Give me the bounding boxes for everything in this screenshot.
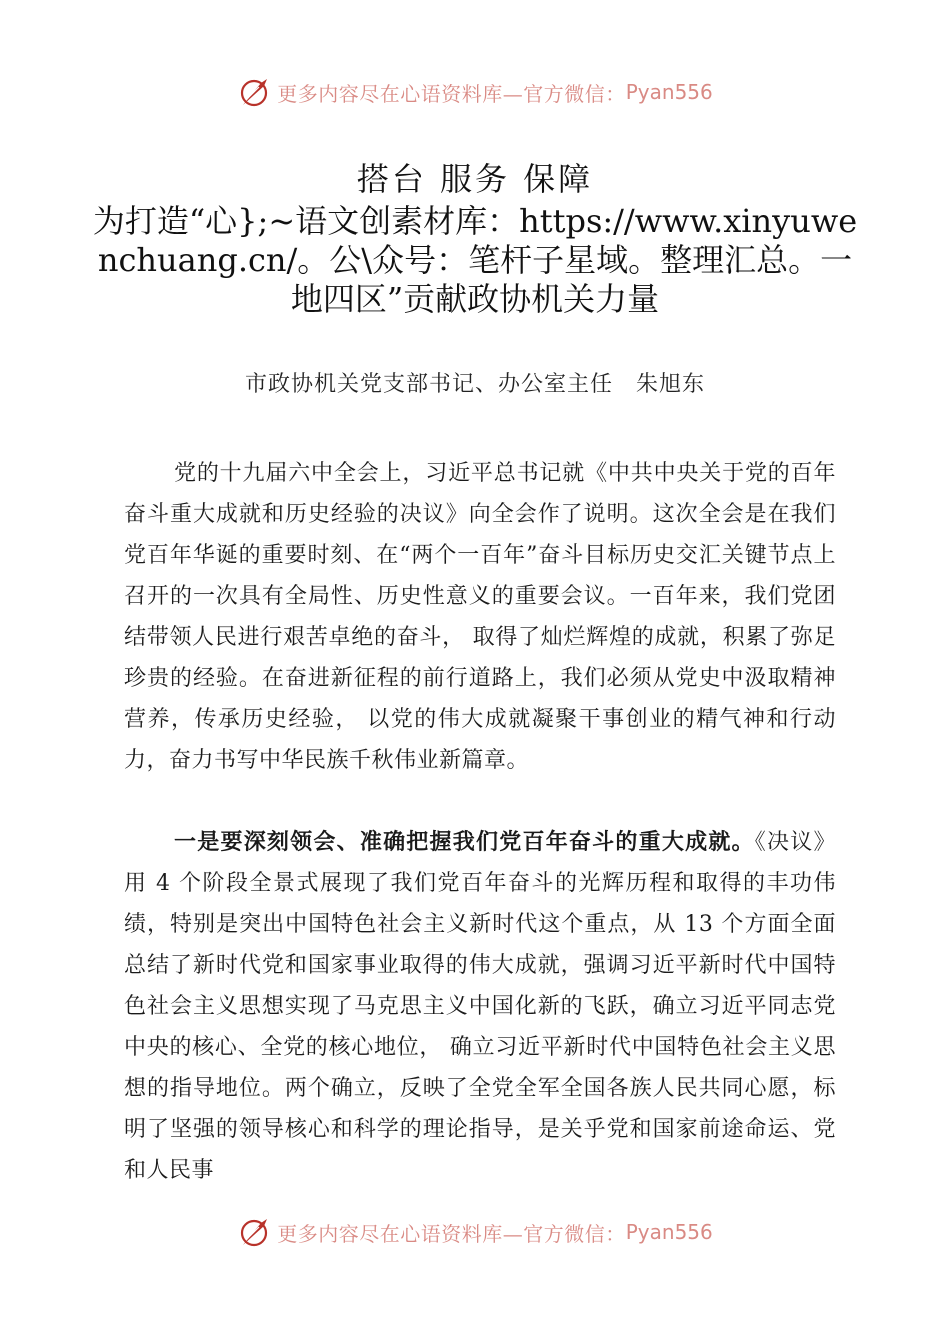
title-line-2: 为打造“心};~语文创素材库：https://www.xinyuwenchuang.cn/。公\众号：笔杆子星域。整理汇总。一地四区”贡献政协机关力量 [92, 202, 858, 318]
title-line-1: 搭台 服务 保障 [356, 160, 594, 198]
quill-logo-icon [237, 1215, 271, 1249]
paragraph-2-lead: 一是要深刻领会、准确把握我们党百年奋斗的重大成就。 [174, 830, 755, 855]
watermark-text: 更多内容尽在心语资料库—官方微信： [277, 1221, 626, 1246]
watermark-banner-bottom [0, 1212, 950, 1252]
quill-logo-icon [237, 75, 271, 109]
paragraph-2 [124, 822, 836, 1191]
watermark-text: 更多内容尽在心语资料库—官方微信： [277, 81, 626, 106]
paragraph-1: 党的十九届六中全会上，习近平总书记就《中共中央关于党的百年奋斗重大成就和历史经验的决议》向全会作了说明。这次全会是在我们党百年华诞的重要时刻、在“两个一百年”奋斗目标历史交汇关键节点上召开的一次具有全局性、历史性意义的重要会议。一百年来，我们党团结带领人民进行艰苦卓绝的奋斗， 取得了灿烂辉煌的成就，积累了弥足珍贵的经验。在奋进新征程的前行道路上，我们必须从党史中汲取精神营养，传承历史经验， 以党的伟大成就凝聚干事创业的精气神和行动力，奋力书写中华民族千秋伟业新篇章。 [124, 461, 836, 773]
watermark-wechat-id: Pyan556 [625, 80, 713, 104]
document-title [90, 158, 860, 319]
paragraph-2-body: 《决议》用 4 个阶段全景式展现了我们党百年奋斗的光辉历程和取得的丰功伟绩，特别是突出中国特色社会主义新时代这个重点，从 13 个方面全面总结了新时代党和国家事业取得的伟大成就，强调习近平新时代中国特色社会主义思想实现了马克思主义中国化新的飞跃，确立习近平同志党中央的核心、全党的核心地位， 确立习近平新时代中国特色社会主义思想的指导地位。两个确立，反映了全党全军全国各族人民共同心愿，标明了坚强的领导核心和科学的理论指导，是关乎党和国家前途命运、党和人民事 [124, 830, 836, 1183]
author-line: 市政协机关党支部书记、办公室主任 朱旭东 [244, 372, 705, 397]
watermark-banner-top [0, 72, 950, 112]
watermark-wechat-id: Pyan556 [625, 1220, 713, 1244]
